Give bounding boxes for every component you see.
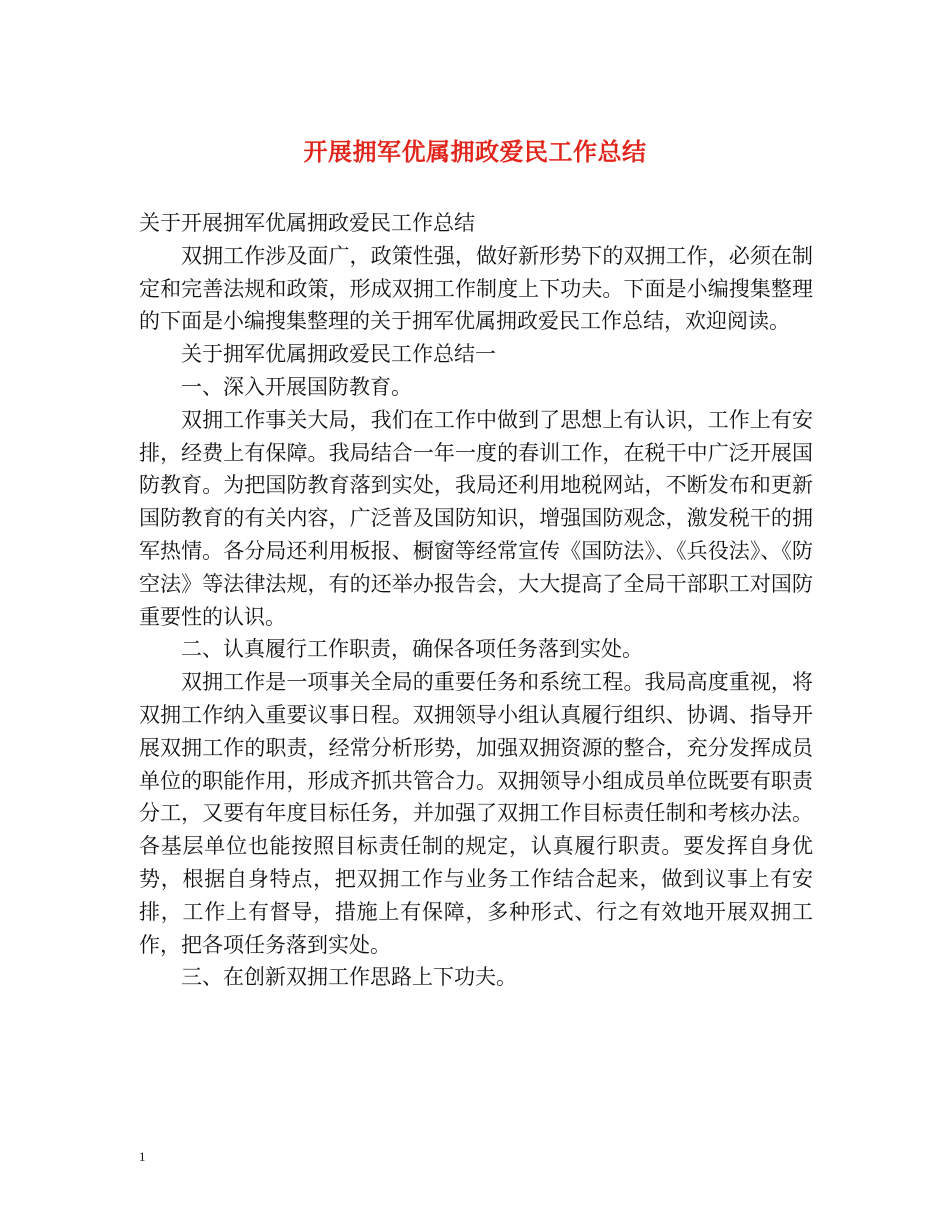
paragraph: 双拥工作涉及面广，政策性强，做好新形势下的双拥工作，必须在制定和完善法规和政策，形成双拥工作制度上下功夫。下面是小编搜集整理的下面是小编搜集整理的关于拥军优属拥政爱民工作总结，欢迎阅读。 bbox=[139, 243, 813, 334]
document-subtitle: 关于开展拥军优属拥政爱民工作总结 bbox=[139, 211, 475, 235]
section-heading: 一、深入开展国防教育。 bbox=[181, 374, 412, 399]
paragraph: 双拥工作事关大局，我们在工作中做到了思想上有认识，工作上有安排，经费上有保障。我局结合一年一度的春训工作，在税干中广泛开展国防教育。为把国防教育落到实处，我局还利用地税网站，不断发布和更新国防教育的有关内容，广泛普及国防知识，增强国防观念，激发税干的拥军热情。各分局还利用板报、橱窗等经常宣传《国防法》、《兵役法》、《防空法》等法律法规，有的还举办报告会，大大提高了全局干部职工对国防重要性的认识。 bbox=[139, 407, 813, 629]
section-heading: 三、在创新双拥工作思路上下功夫。 bbox=[181, 965, 517, 990]
section-heading: 二、认真履行工作职责，确保各项任务落到实处。 bbox=[181, 637, 643, 662]
document-body bbox=[139, 207, 813, 994]
page-number: 1 bbox=[139, 1149, 146, 1164]
document-title: 开展拥军优属拥政爱民工作总结 bbox=[303, 137, 647, 166]
paragraph: 双拥工作是一项事关全局的重要任务和系统工程。我局高度重视，将双拥工作纳入重要议事日程。双拥领导小组认真履行组织、协调、指导开展双拥工作的职责，经常分析形势，加强双拥资源的整合，充分发挥成员单位的职能作用，形成齐抓共管合力。双拥领导小组成员单位既要有职责分工，又要有年度目标任务，并加强了双拥工作目标责任制和考核办法。各基层单位也能按照目标责任制的规定，认真履行职责。要发挥自身优势，根据自身特点，把双拥工作与业务工作结合起来，做到议事上有安排，工作上有督导，措施上有保障，多种形式、行之有效地开展双拥工作，把各项任务落到实处。 bbox=[139, 670, 813, 957]
section-heading: 关于拥军优属拥政爱民工作总结一 bbox=[181, 342, 496, 367]
